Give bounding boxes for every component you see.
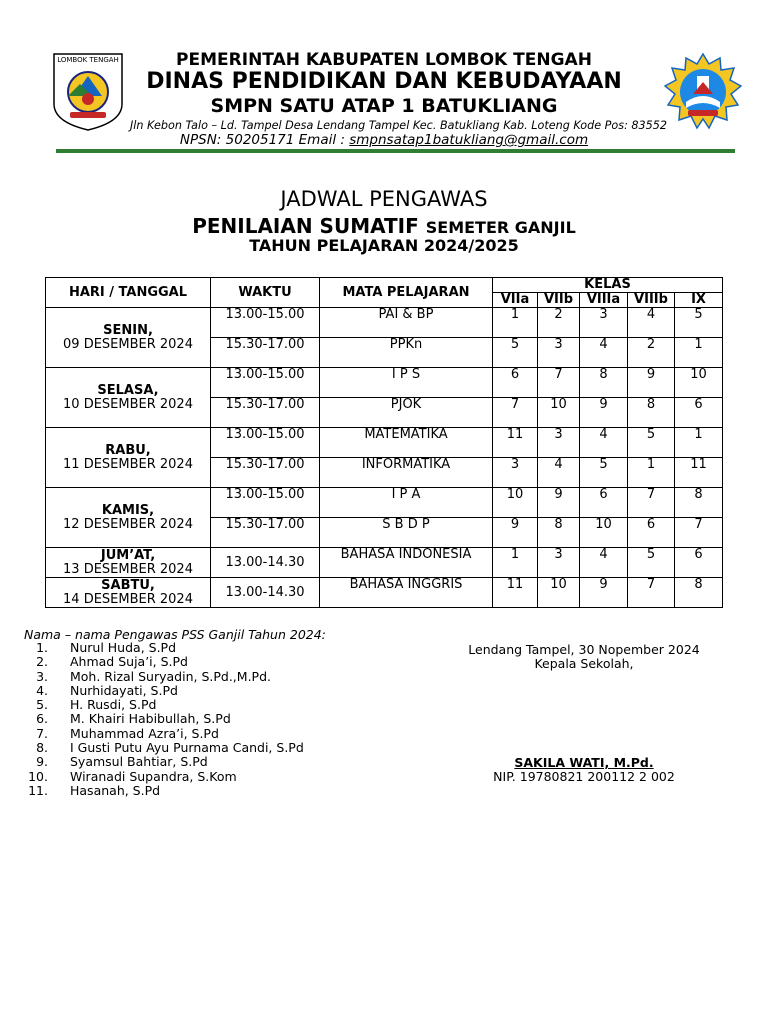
table-row: [46, 308, 723, 338]
list-item: 7. Muhammad Azra’i, S.Pd: [36, 725, 219, 741]
table-row: [46, 578, 723, 608]
class-value: 6: [580, 488, 628, 518]
supervisor-list-title: Nama – nama Pengawas PSS Ganjil Tahun 2024:: [24, 627, 326, 642]
class-value: 11: [675, 458, 723, 488]
class-value: 3: [493, 458, 538, 488]
list-item: 5. H. Rusdi, S.Pd: [36, 697, 157, 713]
supervisor-name: M. Khairi Habibullah, S.Pd: [70, 711, 231, 727]
subtitle-semester: SEMETER GANJIL: [425, 218, 576, 237]
list-item: 11. Hasanah, S.Pd: [28, 782, 161, 798]
class-value: 4: [628, 308, 675, 338]
header-class: VIIb: [538, 293, 580, 308]
day-date: 11 DESEMBER 2024: [63, 456, 193, 472]
supervisor-list: [24, 641, 304, 798]
header-day-date: HARI / TANGGAL: [46, 278, 211, 308]
session-time: 15.30-17.00: [211, 518, 320, 548]
class-value: 7: [538, 368, 580, 398]
document-subtitle: [0, 214, 768, 238]
class-value: 1: [675, 338, 723, 368]
day-cell: [46, 578, 211, 608]
class-value: 1: [493, 308, 538, 338]
class-value: 2: [538, 308, 580, 338]
session-time: 13.00-15.00: [211, 428, 320, 458]
class-value: 4: [580, 548, 628, 578]
session-subject: I P A: [320, 488, 493, 518]
class-value: 10: [493, 488, 538, 518]
supervisor-name: Wiranadi Supandra, S.Kom: [70, 768, 237, 784]
day-name: SELASA,: [97, 382, 159, 398]
class-value: 10: [675, 368, 723, 398]
class-value: 10: [580, 518, 628, 548]
class-value: 6: [675, 548, 723, 578]
school-contact: [0, 132, 768, 148]
class-value: 7: [628, 488, 675, 518]
class-value: 3: [580, 308, 628, 338]
list-item: 8. I Gusti Putu Ayu Purnama Candi, S.Pd: [36, 740, 304, 756]
government-name: PEMERINTAH KABUPATEN LOMBOK TENGAH: [176, 50, 592, 70]
supervisor-name: I Gusti Putu Ayu Purnama Candi, S.Pd: [70, 740, 304, 756]
email-link[interactable]: smpnsatap1batukliang@gmail.com: [349, 132, 589, 148]
class-value: 3: [538, 338, 580, 368]
class-value: 6: [493, 368, 538, 398]
signature-place-date: Lendang Tampel, 30 Nopember 2024: [468, 642, 700, 657]
table-row: [46, 368, 723, 398]
session-subject: INFORMATIKA: [320, 458, 493, 488]
class-value: 9: [580, 578, 628, 608]
class-value: 9: [538, 488, 580, 518]
class-value: 5: [628, 548, 675, 578]
day-cell: [46, 308, 211, 368]
supervisor-name: Muhammad Azra’i, S.Pd: [70, 725, 219, 741]
session-time: 15.30-17.00: [211, 338, 320, 368]
day-name: SENIN,: [103, 322, 153, 338]
class-value: 7: [628, 578, 675, 608]
header-classes: KELAS: [493, 278, 723, 293]
day-date: 13 DESEMBER 2024: [63, 561, 193, 577]
day-name: JUM’AT,: [100, 547, 156, 563]
list-item: 3. Moh. Rizal Suryadin, S.Pd.,M.Pd.: [36, 668, 271, 684]
session-time: 15.30-17.00: [211, 398, 320, 428]
table-row: [46, 488, 723, 518]
class-value: 7: [675, 518, 723, 548]
class-value: 9: [628, 368, 675, 398]
class-value: 1: [493, 548, 538, 578]
subtitle-main: PENILAIAN SUMATIF: [192, 214, 419, 238]
session-time: 13.00-15.00: [211, 308, 320, 338]
class-value: 4: [580, 428, 628, 458]
class-value: 5: [580, 458, 628, 488]
class-value: 11: [493, 428, 538, 458]
day-name: RABU,: [105, 442, 151, 458]
session-subject: PPKn: [320, 338, 493, 368]
class-value: 4: [538, 458, 580, 488]
class-value: 1: [675, 428, 723, 458]
school-address: Jln Kebon Talo – Ld. Tampel Desa Lendang Tampel Kec. Batukliang Kab. Loteng Kode Pos: 83552: [130, 119, 668, 132]
class-value: 6: [628, 518, 675, 548]
session-time: 15.30-17.00: [211, 458, 320, 488]
class-value: 8: [628, 398, 675, 428]
class-value: 8: [580, 368, 628, 398]
signature-nip: NIP. 19780821 200112 2 002: [493, 769, 675, 784]
letterhead-divider: [56, 149, 735, 153]
class-value: 8: [675, 488, 723, 518]
table-row: [46, 428, 723, 458]
npsn-label: NPSN: 50205171 Email :: [179, 132, 345, 148]
class-value: 5: [493, 338, 538, 368]
class-value: 8: [538, 518, 580, 548]
session-subject: BAHASA INGGRIS: [320, 578, 493, 608]
supervisor-name: Ahmad Suja’i, S.Pd: [70, 654, 188, 670]
day-date: 12 DESEMBER 2024: [63, 516, 193, 532]
signature-name: SAKILA WATI, M.Pd.: [514, 755, 654, 770]
session-subject: I P S: [320, 368, 493, 398]
day-cell: [46, 428, 211, 488]
session-subject: BAHASA INDONESIA: [320, 548, 493, 578]
header-class: VIIIb: [628, 293, 675, 308]
class-value: 6: [675, 398, 723, 428]
department-name: DINAS PENDIDIKAN DAN KEBUDAYAAN: [146, 69, 622, 94]
day-date: 10 DESEMBER 2024: [63, 396, 193, 412]
class-value: 3: [538, 548, 580, 578]
supervisor-name: Nurul Huda, S.Pd: [70, 640, 177, 655]
supervisor-name: Syamsul Bahtiar, S.Pd: [70, 754, 208, 770]
supervisor-name: Hasanah, S.Pd: [70, 782, 161, 798]
document-title: JADWAL PENGAWAS: [280, 187, 488, 211]
class-value: 8: [675, 578, 723, 608]
list-item: 9. Syamsul Bahtiar, S.Pd: [36, 754, 208, 770]
class-value: 11: [493, 578, 538, 608]
list-item: 4. Nurhidayati, S.Pd: [36, 682, 178, 698]
header-time: WAKTU: [211, 278, 320, 308]
day-name: SABTU,: [101, 577, 155, 593]
header-class: VIIIa: [580, 293, 628, 308]
day-cell: [46, 548, 211, 578]
supervisor-schedule-table: [45, 277, 723, 608]
session-time: 13.00-14.30: [211, 578, 320, 608]
class-value: 9: [580, 398, 628, 428]
supervisor-name: Moh. Rizal Suryadin, S.Pd.,M.Pd.: [70, 668, 271, 684]
regency-logo-text: LOMBOK TENGAH: [57, 56, 119, 64]
class-value: 10: [538, 578, 580, 608]
class-value: 5: [628, 428, 675, 458]
session-subject: MATEMATIKA: [320, 428, 493, 458]
session-time: 13.00-15.00: [211, 368, 320, 398]
session-subject: PJOK: [320, 398, 493, 428]
school-name: SMPN SATU ATAP 1 BATUKLIANG: [210, 95, 558, 117]
class-value: 2: [628, 338, 675, 368]
list-item: 10. Wiranadi Supandra, S.Kom: [28, 768, 237, 784]
table-row: [46, 548, 723, 578]
class-value: 10: [538, 398, 580, 428]
supervisor-name: H. Rusdi, S.Pd: [70, 697, 157, 713]
academic-year: TAHUN PELAJARAN 2024/2025: [249, 236, 519, 255]
signature-position: Kepala Sekolah,: [534, 656, 634, 671]
session-time: 13.00-14.30: [211, 548, 320, 578]
day-date: 09 DESEMBER 2024: [63, 336, 193, 352]
session-subject: S B D P: [320, 518, 493, 548]
header-class: VIIa: [493, 293, 538, 308]
list-item: 6. M. Khairi Habibullah, S.Pd: [36, 711, 231, 727]
day-date: 14 DESEMBER 2024: [63, 591, 193, 607]
class-value: 4: [580, 338, 628, 368]
class-value: 5: [675, 308, 723, 338]
header-class: IX: [675, 293, 723, 308]
class-value: 9: [493, 518, 538, 548]
class-value: 7: [493, 398, 538, 428]
day-cell: [46, 368, 211, 428]
day-name: KAMIS,: [101, 502, 155, 518]
header-subject: MATA PELAJARAN: [320, 278, 493, 308]
day-cell: [46, 488, 211, 548]
supervisor-name: Nurhidayati, S.Pd: [70, 682, 178, 698]
session-time: 13.00-15.00: [211, 488, 320, 518]
session-subject: PAI & BP: [320, 308, 493, 338]
class-value: 3: [538, 428, 580, 458]
list-item: 1. Nurul Huda, S.Pd: [36, 640, 177, 655]
list-item: 2. Ahmad Suja’i, S.Pd: [36, 654, 188, 670]
class-value: 1: [628, 458, 675, 488]
